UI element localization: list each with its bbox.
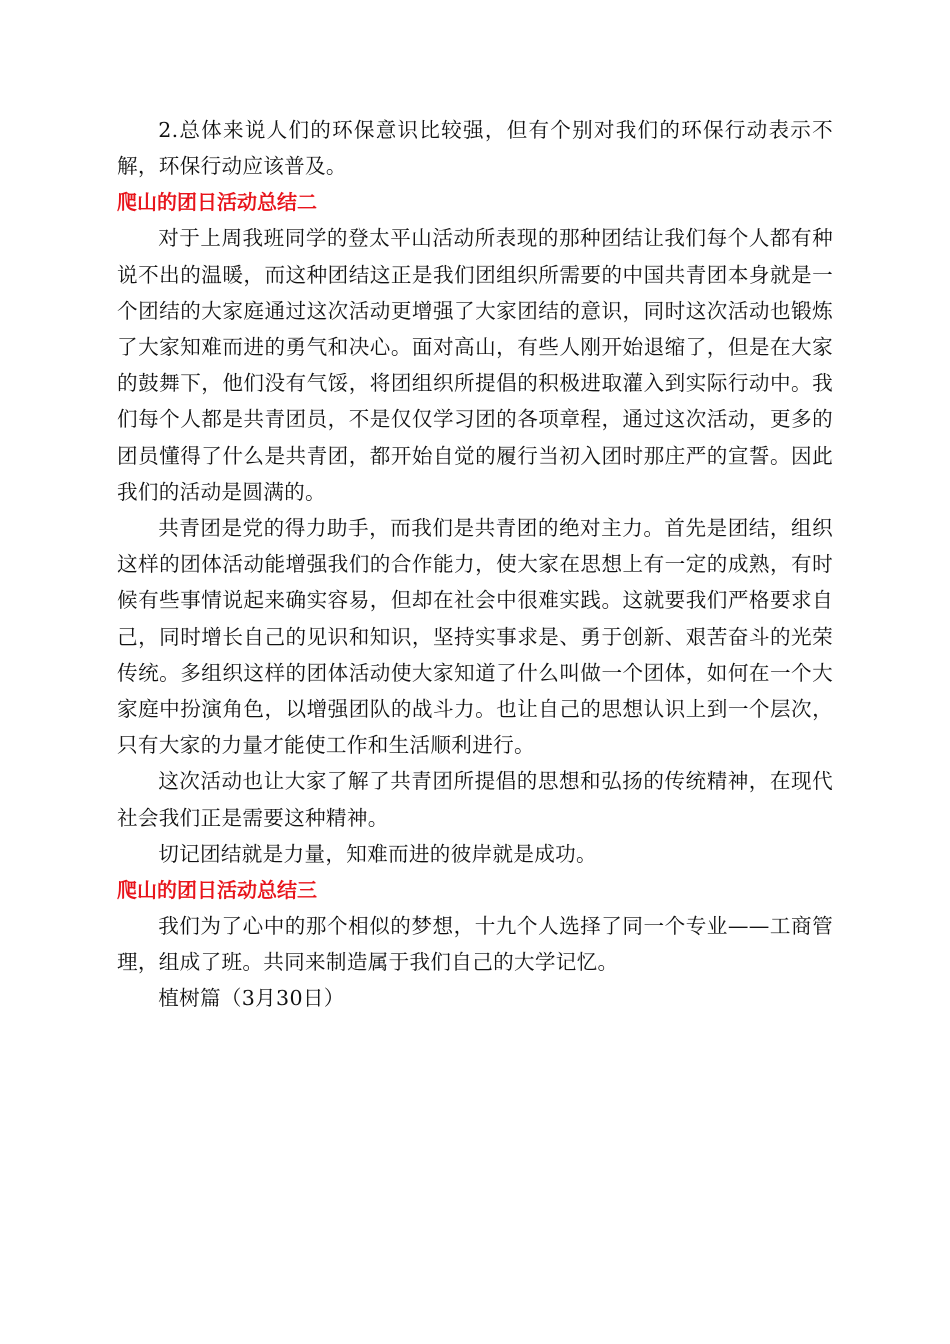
section-heading-two: 爬山的团日活动总结二 [117, 190, 317, 215]
paragraph-class-dream: 我们为了心中的那个相似的梦想，十九个人选择了同一个专业——工商管理，组成了班。共同来制造属于我们自己的大学记忆。 [117, 914, 833, 975]
document-body [117, 112, 833, 1017]
paragraph-environmental-conclusion: 2.总体来说人们的环保意识比较强，但有个别对我们的环保行动表示不解，环保行动应该普及。 [117, 118, 833, 179]
paragraph-traditional-spirit: 这次活动也让大家了解了共青团所提倡的思想和弘扬的传统精神，在现代社会我们正是需要这种精神。 [117, 769, 833, 830]
paragraph-unity-is-strength: 切记团结就是力量，知难而进的彼岸就是成功。 [158, 841, 597, 866]
paragraph-mountain-unity: 对于上周我班同学的登太平山活动所表现的那种团结让我们每个人都有种说不出的温暖，而这种团结这正是我们团组织所需要的中国共青团本身就是一个团结的大家庭通过这次活动更增强了大家团结的意识，同时这次活动也锻炼了大家知难而进的勇气和决心。面对高山，有些人刚开始退缩了，但是在大家的鼓舞下，他们没有气馁，将团组织所提倡的积极进取灌入到实际行动中。我们每个人都是共青团员，不是仅仅学习团的各项章程，通过这次活动，更多的团员懂得了什么是共青团，都开始自觉的履行当初入团时那庄严的宣誓。因此我们的活动是圆满的。 [117, 226, 833, 504]
paragraph-tree-planting-title: 植树篇（3月30日） [158, 986, 345, 1011]
paragraph-youth-league-role: 共青团是党的得力助手，而我们是共青团的绝对主力。首先是团结，组织这样的团体活动能增强我们的合作能力，使大家在思想上有一定的成熟，有时候有些事情说起来确实容易，但却在社会中很难实践。这就要我们严格要求自己，同时增长自己的见识和知识，坚持实事求是、勇于创新、艰苦奋斗的光荣传统。多组织这样的团体活动使大家知道了什么叫做一个团体，如何在一个大家庭中扮演角色，以增强团队的战斗力。也让自己的思想认识上到一个层次，只有大家的力量才能使工作和生活顺利进行。 [117, 516, 833, 758]
section-heading-three: 爬山的团日活动总结三 [117, 878, 317, 903]
